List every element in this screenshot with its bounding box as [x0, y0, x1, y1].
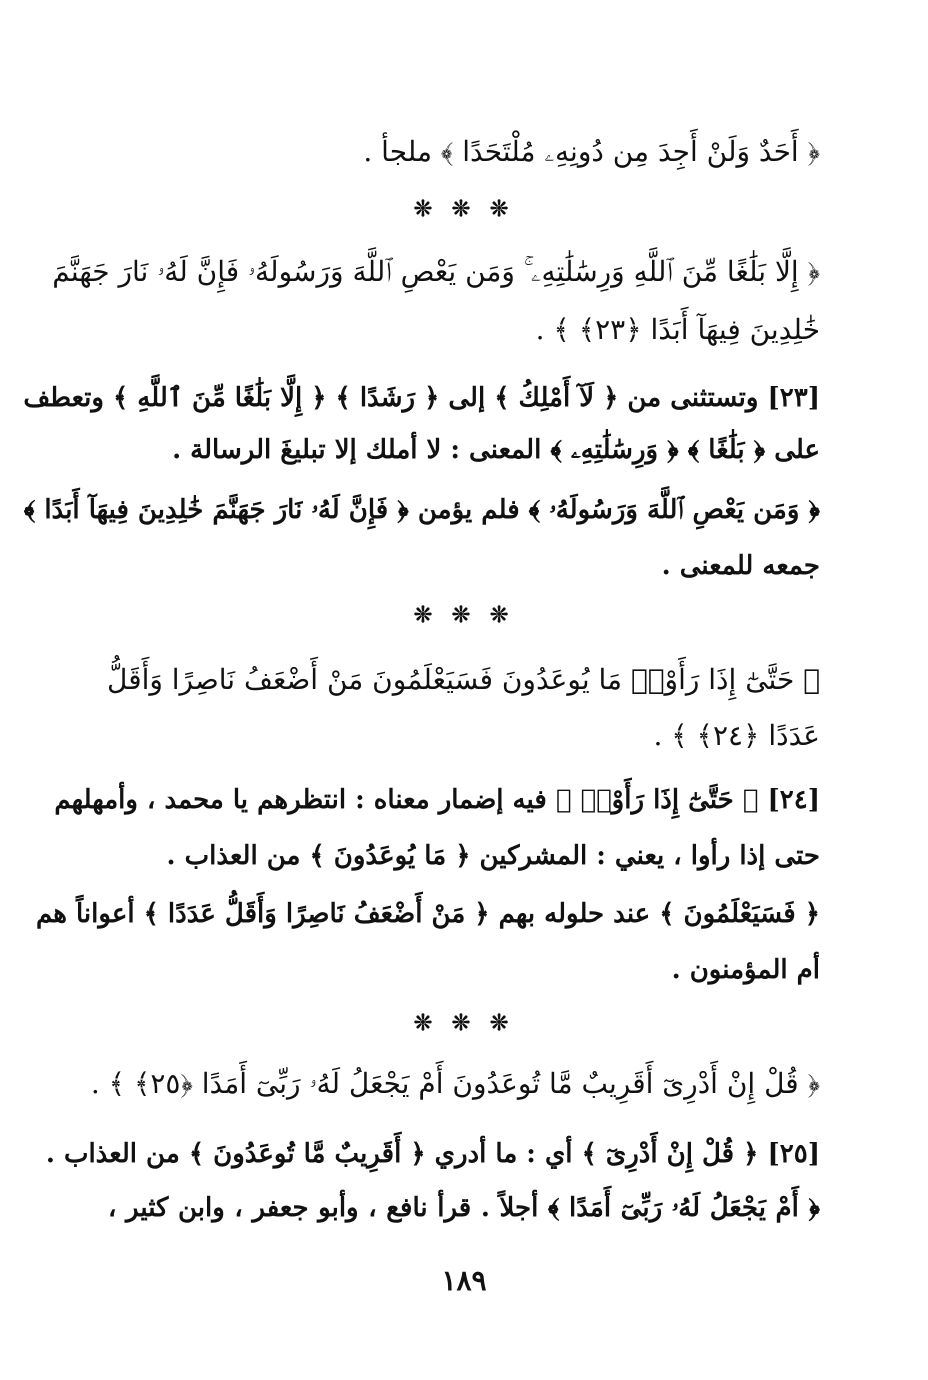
section-separator: ❊ ❊ ❊ [413, 602, 515, 628]
commentary-line: [٢٣] وتستثنى من ﴿ لَآ أَمْلِكُ ﴾ إلى ﴿ رَشَدًا ﴾ ﴿ إِلَّا بَلَٰغًا مِّنَ ٱللَّهِ ﴾ وتعطف [23, 383, 820, 413]
commentary-line: ﴿ وَمَن يَعْصِ ٱللَّهَ وَرَسُولَهُۥ ﴾ فلم يؤمن ﴿ فَإِنَّ لَهُۥ نَارَ جَهَنَّمَ خَٰلِدِينَ فِيهَآ أَبَدًا ﴾ [23, 495, 820, 525]
commentary-line: [٢٥] ﴿ قُلْ إِنْ أَدْرِىٓ ﴾ أي : ما أدري ﴿ أَقَرِيبٌ مَّا تُوعَدُونَ ﴾ من العذاب . [45, 1139, 820, 1169]
quran-verse-line: ﴿ حَتَّىٰٓ إِذَا رَأَوْا۟ مَا يُوعَدُونَ فَسَيَعْلَمُونَ مَنْ أَضْعَفُ نَاصِرًا وَأَقَلُّ [106, 663, 820, 696]
commentary-line: حتى إذا رأوا ، يعني : المشركين ﴿ مَا يُوعَدُونَ ﴾ من العذاب . [166, 841, 820, 871]
quran-verse-line: ﴿ قُلْ إِنْ أَدْرِىٓ أَقَرِيبٌ مَّا تُوعَدُونَ أَمْ يَجْعَلُ لَهُۥ رَبِّىٓ أَمَدًا ﴿٢٥﴾ ﴾ . [90, 1067, 820, 1100]
page-number: ١٨٩ [441, 1264, 487, 1297]
quran-verse-line: ﴿ إِلَّا بَلَٰغًا مِّنَ ٱللَّهِ وَرِسَٰلَٰتِهِۦ ۚ وَمَن يَعْصِ ٱللَّهَ وَرَسُولَهُۥ فَإِنَّ لَهُۥ نَارَ جَهَنَّمَ [52, 255, 820, 288]
quran-verse-line: خَٰلِدِينَ فِيهَآ أَبَدًا ﴿٢٣﴾ ﴾ . [535, 313, 820, 346]
quran-verse-line: عَدَدًا ﴿٢٤﴾ ﴾ . [653, 719, 820, 752]
commentary-line: ﴿ أَمْ يَجْعَلُ لَهُۥ رَبِّىٓ أَمَدًا ﴾ أجلاً . قرأ نافع ، وأبو جعفر ، وابن كثير ، [108, 1193, 820, 1223]
commentary-line: ﴿ فَسَيَعْلَمُونَ ﴾ عند حلوله بهم ﴿ مَنْ أَضْعَفُ نَاصِرًا وَأَقَلُّ عَدَدًا ﴾ أعواناً هم [35, 899, 820, 929]
section-separator: ❊ ❊ ❊ [413, 196, 515, 222]
commentary-line: أم المؤمنون . [671, 955, 820, 985]
commentary-line: جمعه للمعنى . [661, 551, 820, 581]
text-line: ﴿ أَحَدٌ وَلَنْ أَجِدَ مِن دُونِهِۦ مُلْتَحَدًا ﴾ ملجأ . [363, 135, 820, 168]
section-separator: ❊ ❊ ❊ [413, 1010, 515, 1036]
commentary-line: [٢٤] ﴿ حَتَّىٰٓ إِذَا رَأَوْا۟ ﴾ فيه إضمار معناه : انتظرهم يا محمد ، وأمهلهم [54, 785, 820, 815]
commentary-line: على ﴿ بَلَٰغًا ﴾ ﴿ وَرِسَٰلَٰتِهِۦ ﴾ المعنى : لا أملك إلا تبليغَ الرسالة . [172, 435, 820, 465]
